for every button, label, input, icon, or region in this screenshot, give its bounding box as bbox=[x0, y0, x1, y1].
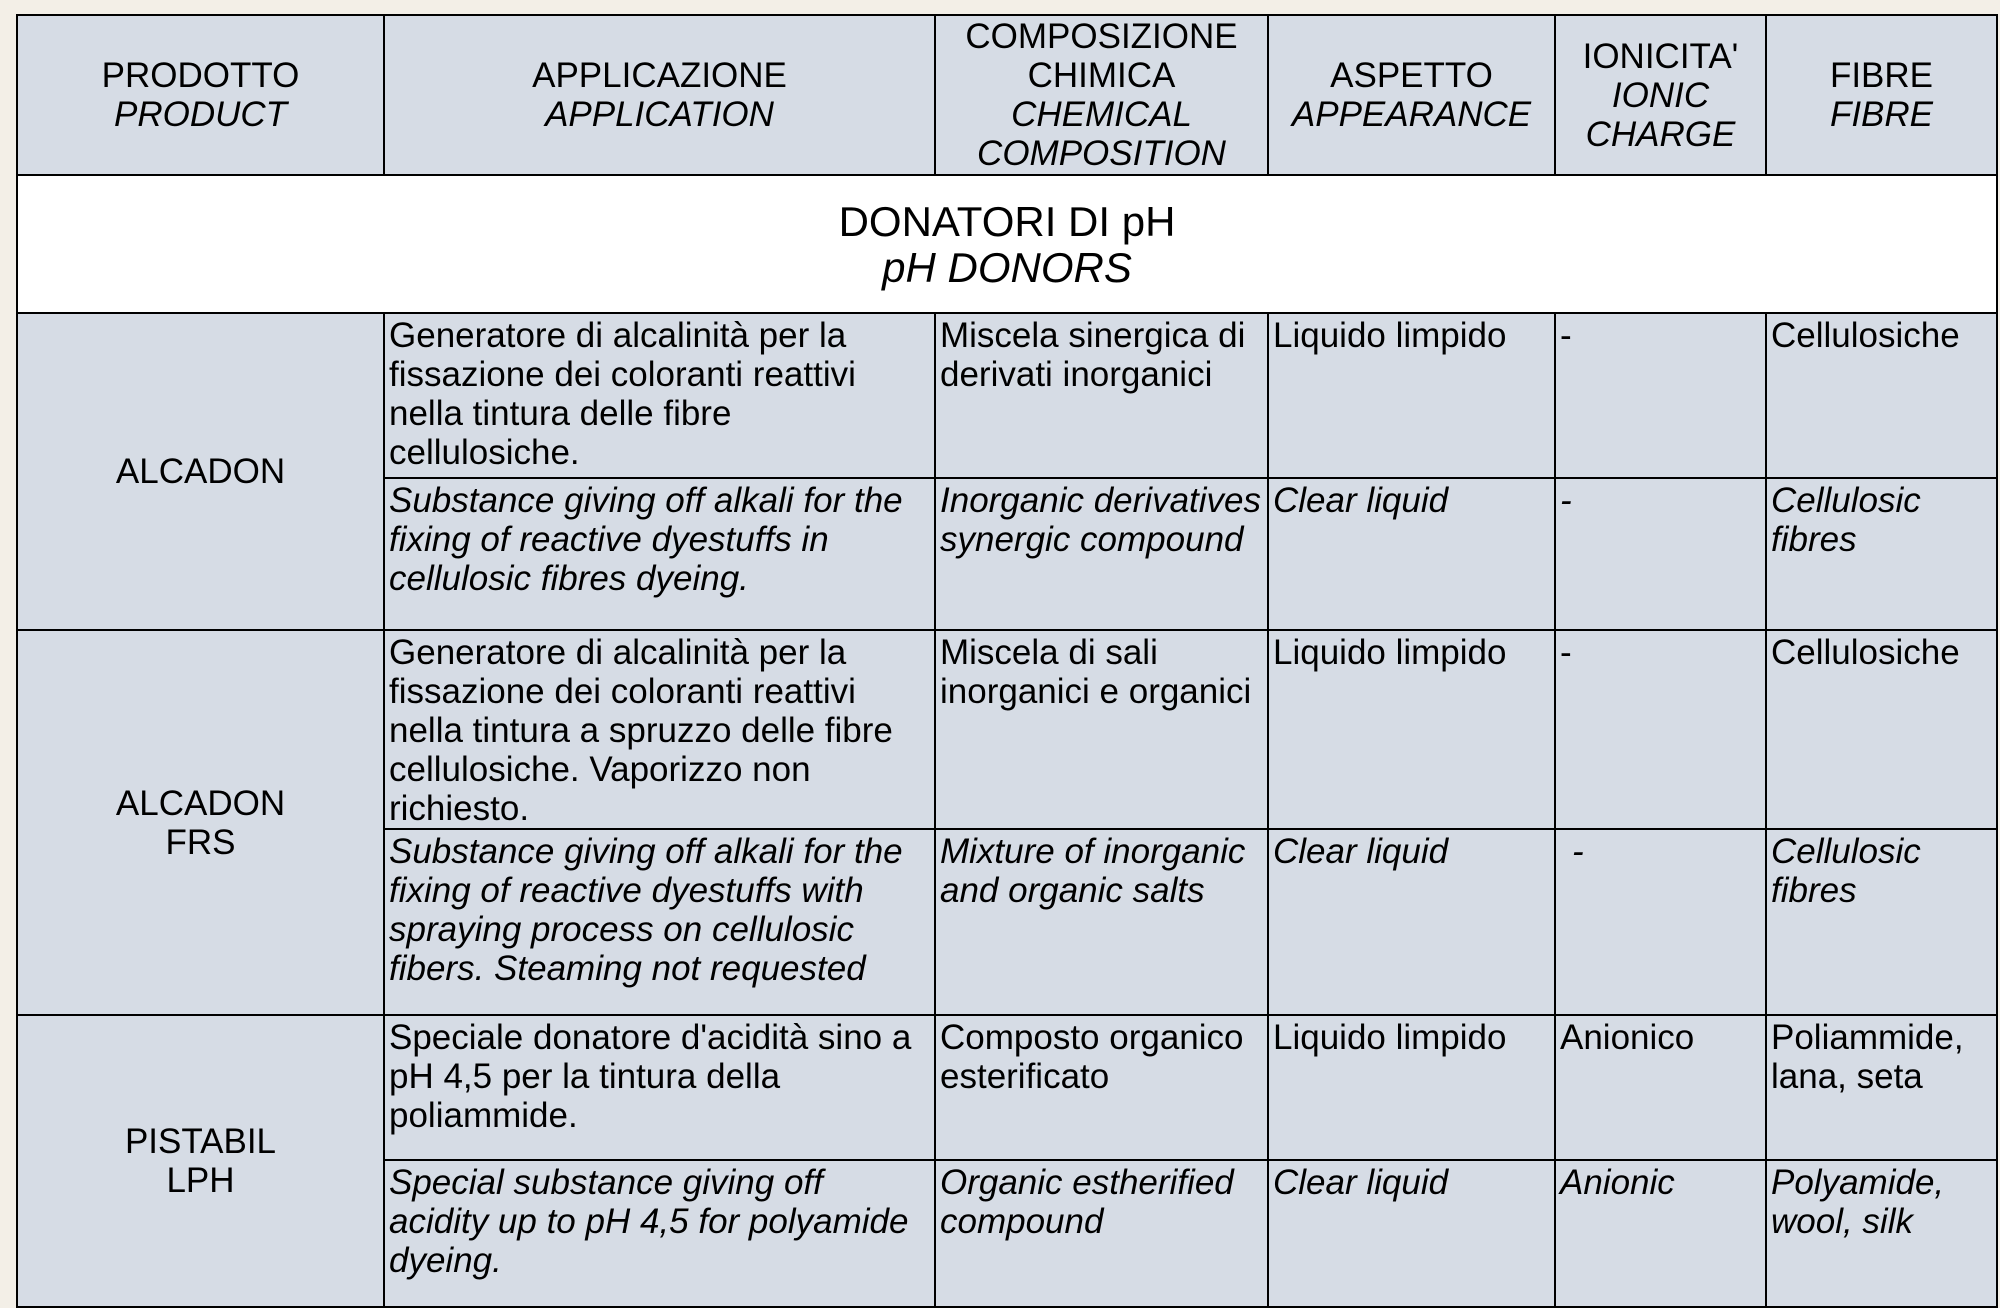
appearance-en: Clear liquid bbox=[1268, 829, 1555, 1015]
ionic-charge-en: Anionic bbox=[1555, 1160, 1766, 1307]
fibre-en: Cellulosic fibres bbox=[1766, 478, 1997, 630]
composition-en: Organic estherified compound bbox=[935, 1160, 1268, 1307]
composition-en: Mixture of inorganic and organic salts bbox=[935, 829, 1268, 1015]
fibre-en: Polyamide, wool, silk bbox=[1766, 1160, 1997, 1307]
fibre-it: Cellulosiche bbox=[1766, 630, 1997, 829]
composition-it: Miscela sinergica di derivati inorganici bbox=[935, 313, 1268, 478]
header-ionic-charge: IONICITA' IONIC CHARGE bbox=[1555, 15, 1766, 175]
appearance-it: Liquido limpido bbox=[1268, 313, 1555, 478]
product-name-alcadon-frs: ALCADON FRS bbox=[17, 630, 384, 1015]
fibre-en: Cellulosic fibres bbox=[1766, 829, 1997, 1015]
application-it: Generatore di alcalinità per la fissazione dei coloranti reattivi nella tintura delle fibre cellulosiche. bbox=[384, 313, 935, 478]
application-it: Speciale donatore d'acidità sino a pH 4,5 per la tintura della poliammide. bbox=[384, 1015, 935, 1160]
product-name-alcadon: ALCADON bbox=[17, 313, 384, 630]
ionic-charge-en: - bbox=[1555, 478, 1766, 630]
section-title: DONATORI DI pH pH DONORS bbox=[17, 175, 1997, 313]
product-table bbox=[16, 14, 1998, 1308]
table-row bbox=[17, 313, 1997, 478]
application-en: Substance giving off alkali for the fixing of reactive dyestuffs in cellulosic fibres dyeing. bbox=[384, 478, 935, 630]
appearance-en: Clear liquid bbox=[1268, 1160, 1555, 1307]
ionic-charge-it: Anionico bbox=[1555, 1015, 1766, 1160]
ionic-charge-en: - bbox=[1555, 829, 1766, 1015]
section-row bbox=[17, 175, 1997, 313]
header-composition: COMPOSIZIONE CHIMICA CHEMICAL COMPOSITION bbox=[935, 15, 1268, 175]
fibre-it: Cellulosiche bbox=[1766, 313, 1997, 478]
header-product: PRODOTTO PRODUCT bbox=[17, 15, 384, 175]
product-name-pistabil-lph: PISTABIL LPH bbox=[17, 1015, 384, 1307]
table-row bbox=[17, 1015, 1997, 1160]
header-appearance: ASPETTO APPEARANCE bbox=[1268, 15, 1555, 175]
ionic-charge-it: - bbox=[1555, 313, 1766, 478]
application-it: Generatore di alcalinità per la fissazione dei coloranti reattivi nella tintura a spruzzo delle fibre cellulosiche. Vaporizzo non richiesto. bbox=[384, 630, 935, 829]
header-fibre: FIBRE FIBRE bbox=[1766, 15, 1997, 175]
header-application: APPLICAZIONE APPLICATION bbox=[384, 15, 935, 175]
composition-it: Miscela di sali inorganici e organici bbox=[935, 630, 1268, 829]
fibre-it: Poliammide, lana, seta bbox=[1766, 1015, 1997, 1160]
application-en: Special substance giving off acidity up to pH 4,5 for polyamide dyeing. bbox=[384, 1160, 935, 1307]
composition-it: Composto organico esterificato bbox=[935, 1015, 1268, 1160]
table-row bbox=[17, 630, 1997, 829]
ionic-charge-it: - bbox=[1555, 630, 1766, 829]
composition-en: Inorganic derivatives synergic compound bbox=[935, 478, 1268, 630]
appearance-it: Liquido limpido bbox=[1268, 1015, 1555, 1160]
appearance-en: Clear liquid bbox=[1268, 478, 1555, 630]
appearance-it: Liquido limpido bbox=[1268, 630, 1555, 829]
header-row bbox=[17, 15, 1997, 175]
application-en: Substance giving off alkali for the fixing of reactive dyestuffs with spraying process on cellulosic fibers. Steaming not requested bbox=[384, 829, 935, 1015]
